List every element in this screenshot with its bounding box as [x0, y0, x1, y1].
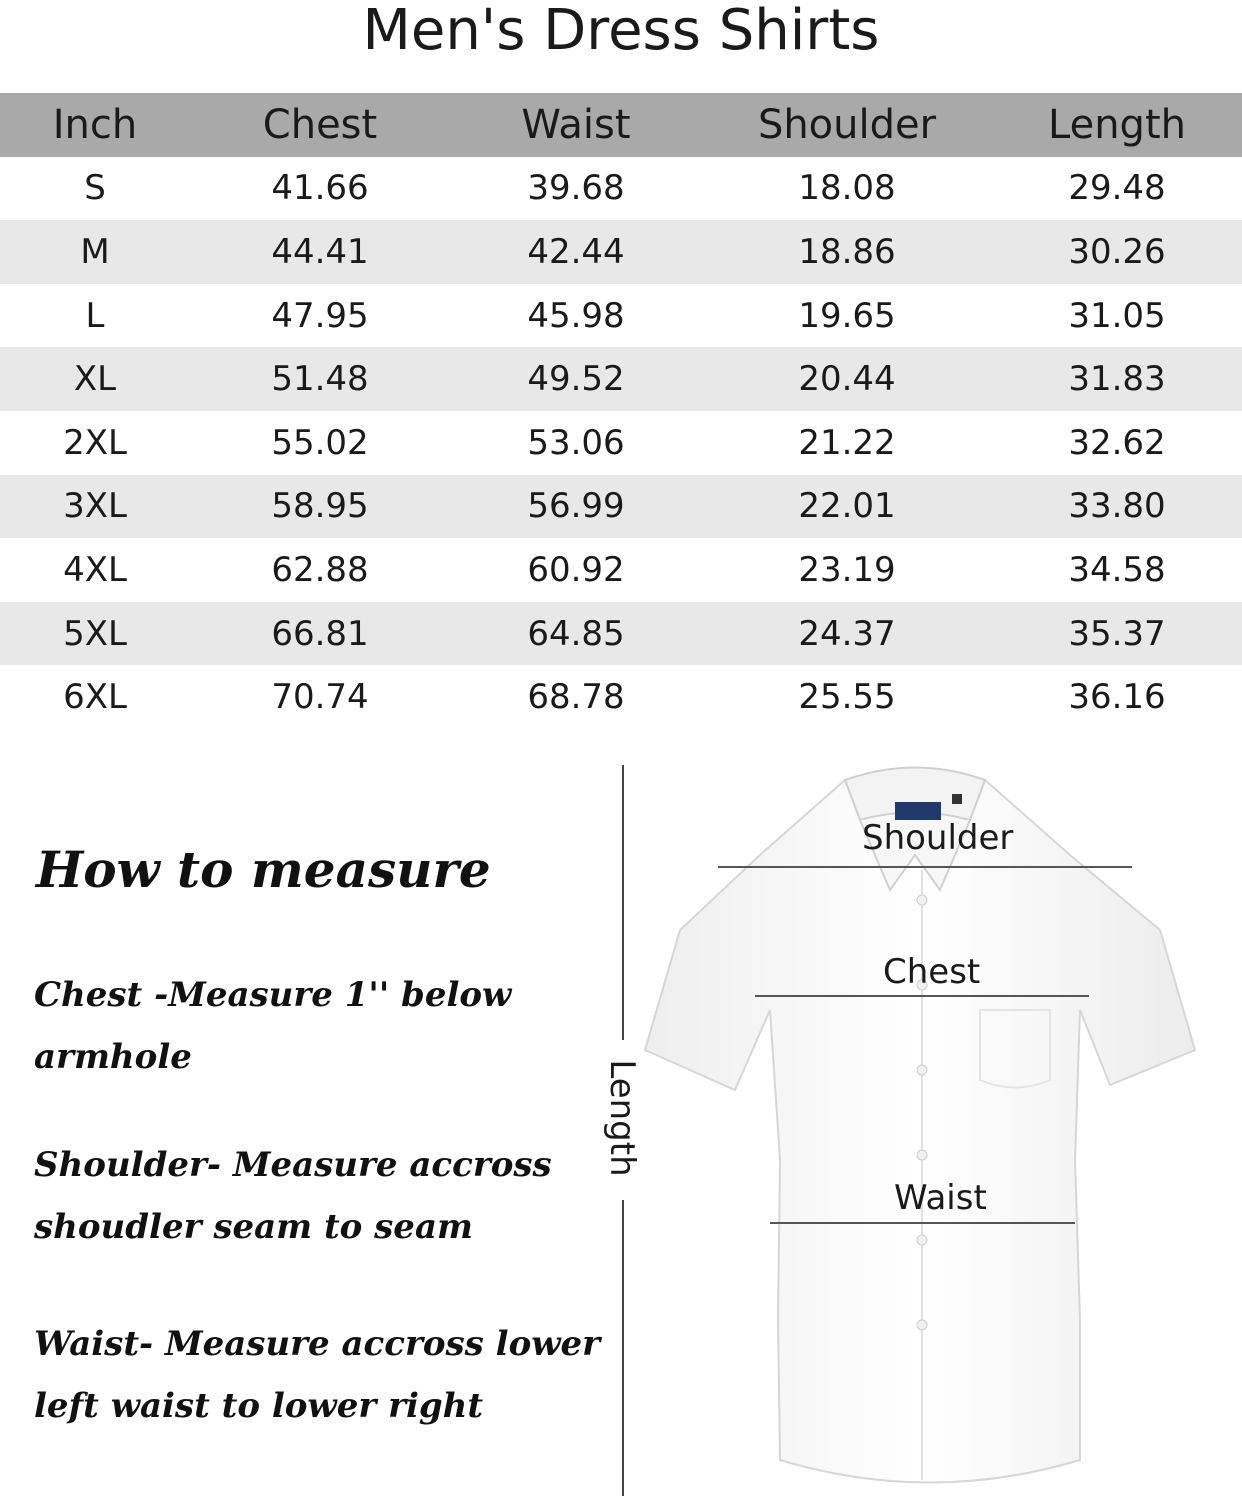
chest-measure-line	[755, 995, 1089, 997]
table-row	[0, 538, 1242, 602]
size-chart-table	[0, 93, 1242, 729]
value-cell: 23.19	[798, 549, 896, 590]
waist-label: Waist	[894, 1178, 987, 1218]
value-cell: 24.37	[798, 613, 896, 654]
value-cell: 25.55	[798, 677, 896, 718]
value-cell: 44.41	[271, 231, 369, 272]
how-to-measure-title: How to measure	[36, 840, 491, 899]
value-cell: 36.16	[1068, 677, 1166, 718]
header-length: Length	[1048, 101, 1186, 148]
table-row	[0, 347, 1242, 411]
value-cell: 49.52	[527, 359, 625, 400]
size-cell: 2XL	[63, 422, 127, 463]
table-body	[0, 157, 1242, 729]
value-cell: 51.48	[271, 359, 369, 400]
value-cell: 34.58	[1068, 549, 1166, 590]
size-cell: XL	[73, 359, 117, 400]
value-cell: 20.44	[798, 359, 896, 400]
table-row	[0, 284, 1242, 348]
value-cell: 32.62	[1068, 422, 1166, 463]
length-line-top	[622, 765, 624, 1040]
header-waist: Waist	[521, 101, 631, 148]
waist-instruction: Waist- Measure accross lower left waist to lower right	[34, 1324, 601, 1426]
value-cell: 33.80	[1068, 486, 1166, 527]
value-cell: 47.95	[271, 295, 369, 336]
shoulder-instruction: Shoulder- Measure accross shoudler seam to seam	[34, 1145, 552, 1247]
value-cell: 22.01	[798, 486, 896, 527]
value-cell: 45.98	[527, 295, 625, 336]
length-line-bottom	[622, 1200, 624, 1496]
shirt-illustration	[640, 760, 1210, 1500]
size-cell: 5XL	[63, 613, 127, 654]
size-cell: L	[85, 295, 105, 336]
value-cell: 21.22	[798, 422, 896, 463]
table-row	[0, 220, 1242, 284]
chest-instruction: Chest -Measure 1'' below armhole	[34, 975, 512, 1077]
waist-measure-line	[770, 1222, 1075, 1224]
value-cell: 55.02	[271, 422, 369, 463]
chest-label: Chest	[883, 952, 981, 992]
shoulder-measure-line	[718, 866, 1132, 868]
value-cell: 39.68	[527, 168, 625, 209]
header-shoulder: Shoulder	[757, 101, 937, 148]
size-cell: 3XL	[63, 486, 127, 527]
value-cell: 58.95	[271, 486, 369, 527]
table-row	[0, 602, 1242, 666]
table-row	[0, 411, 1242, 475]
value-cell: 68.78	[527, 677, 625, 718]
table-row	[0, 157, 1242, 221]
value-cell: 31.83	[1068, 359, 1166, 400]
value-cell: 53.06	[527, 422, 625, 463]
value-cell: 35.37	[1068, 613, 1166, 654]
value-cell: 60.92	[527, 549, 625, 590]
value-cell: 30.26	[1068, 231, 1166, 272]
value-cell: 19.65	[798, 295, 896, 336]
value-cell: 62.88	[271, 549, 369, 590]
value-cell: 29.48	[1068, 168, 1166, 209]
table-header-row	[0, 93, 1242, 157]
size-cell: 4XL	[63, 549, 127, 590]
value-cell: 42.44	[527, 231, 625, 272]
value-cell: 41.66	[271, 168, 369, 209]
header-chest: Chest	[262, 101, 378, 148]
page-title: Men's Dress Shirts	[362, 0, 880, 63]
value-cell: 70.74	[271, 677, 369, 718]
size-cell: 6XL	[63, 677, 127, 718]
value-cell: 56.99	[527, 486, 625, 527]
size-cell: M	[80, 231, 110, 272]
value-cell: 64.85	[527, 613, 625, 654]
length-label: Length	[602, 1059, 642, 1177]
table-row	[0, 665, 1242, 729]
value-cell: 31.05	[1068, 295, 1166, 336]
header-inch: Inch	[52, 101, 138, 148]
value-cell: 66.81	[271, 613, 369, 654]
shoulder-label: Shoulder	[862, 818, 1014, 858]
size-cell: S	[84, 168, 106, 209]
value-cell: 18.86	[798, 231, 896, 272]
table-row	[0, 475, 1242, 539]
value-cell: 18.08	[798, 168, 896, 209]
